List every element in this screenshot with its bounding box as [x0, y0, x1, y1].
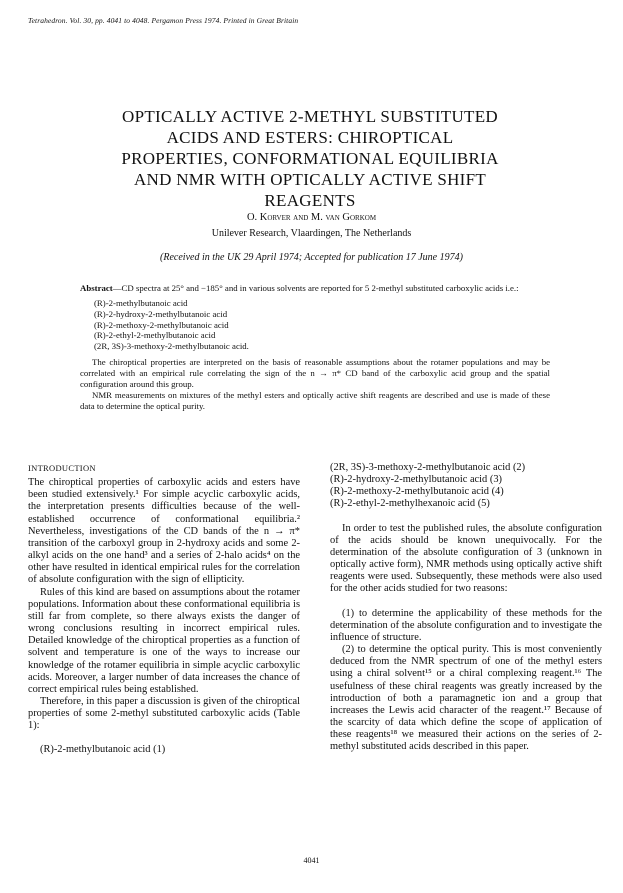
- body-paragraph: Therefore, in this paper a discussion is given of the chiroptical properties of some 2-methyl substituted carboxylic acids (Table 1):: [28, 695, 300, 732]
- compound-entry: (2R, 3S)-3-methoxy-2-methylbutanoic acid (2): [330, 462, 526, 473]
- section-heading-introduction: INTRODUCTION: [28, 463, 96, 473]
- journal-citation-line: Tetrahedron. Vol. 30, pp. 4041 to 4048. Pergamon Press 1974. Printed in Great Britain: [28, 16, 299, 25]
- affiliation: Unilever Research, Vlaardingen, The Netherlands: [211, 228, 412, 239]
- title-line: REAGENTS: [264, 191, 356, 210]
- title-line: PROPERTIES, CONFORMATIONAL EQUILIBRIA: [121, 149, 499, 168]
- abstract-intro: [80, 283, 550, 294]
- body-paragraph: In order to test the published rules, the absolute configuration of the acids should be known unequivocally. For the determination of the absolute configuration of 3 (unknown in optically active form), NMR methods using optically active shift reagents were used. Subsequently, these methods were also used for the other acids studied for two reasons:: [330, 522, 602, 595]
- abstract: [80, 283, 550, 412]
- abstract-paragraph: NMR measurements on mixtures of the methyl esters and optically active shift reagents are described and use is made of these data to determine the optical purity.: [80, 389, 550, 411]
- title-line: AND NMR WITH OPTICALLY ACTIVE SHIFT: [133, 170, 487, 189]
- left-column: [28, 462, 300, 757]
- list-item: (R)-2-ethyl-2-methylbutanoic acid: [94, 330, 216, 341]
- page-number: 4041: [303, 856, 320, 865]
- numbered-item: (1) to determine the applicability of these methods for the determination of the absolute configuration and to investigate the influence of structure.: [330, 607, 602, 643]
- received-dates: (Received in the UK 29 April 1974; Accepted for publication 17 June 1974): [160, 252, 463, 263]
- title-line: OPTICALLY ACTIVE 2-METHYL SUBSTITUTED: [122, 107, 498, 126]
- compound-entry: (R)-2-ethyl-2-methylhexanoic acid (5): [330, 498, 490, 510]
- list-item: (R)-2-hydroxy-2-methylbutanoic acid: [94, 308, 228, 319]
- compound-entry: (R)-2-methoxy-2-methylbutanoic acid (4): [330, 486, 504, 498]
- right-column: [330, 462, 602, 753]
- abstract-acid-list: [94, 298, 550, 352]
- list-item: (R)-2-methylbutanoic acid: [94, 298, 188, 308]
- list-item: (2R, 3S)-3-methoxy-2-methylbutanoic acid.: [94, 341, 249, 352]
- abstract-intro-text: —CD spectra at 25° and −185° and in various solvents are reported for 5 2-methyl substituted carboxylic acids i.e.:: [112, 283, 519, 293]
- compound-entry: (R)-2-hydroxy-2-methylbutanoic acid (3): [330, 474, 502, 486]
- title-line: ACIDS AND ESTERS: CHIROPTICAL: [166, 128, 454, 147]
- authors: O. Korver and M. van Gorkom: [246, 212, 377, 223]
- body-paragraph: The chiroptical properties of carboxylic acids and esters have been studied extensively.¹ For simple acyclic carboxylic acids, the interpretation presents difficulties because of the well-established occurrence of conformational equilibria.² Nevertheless, investigations of the CD bands of the n → π* transition of the carboxyl group in 2-hydroxy acids and some 2-alkyl acids on the one hand³ and a series of 2-halo acids⁴ on the other have resulted in identical empirical rules for the correlation of absolute configuration with the sign of ellipticity.: [28, 477, 300, 586]
- abstract-label: Abstract: [80, 283, 113, 293]
- list-item: (R)-2-methoxy-2-methylbutanoic acid: [94, 319, 229, 330]
- body-paragraph: Rules of this kind are based on assumptions about the rotamer populations. Information about these conformational equilibria is still far from complete, so there always exists the danger of wrong conclusions resulting in incorrect empirical rules. Detailed knowledge of the chiroptical properties as a function of solvent and temperature is one of the ways to increase our knowledge of the rotamer equilibria in simple acyclic carboxylic acids. Moreover, a larger number of data increases the chance of correct empirical rules being established.: [28, 586, 300, 695]
- abstract-paragraph: The chiroptical properties are interpreted on the basis of reasonable assumptions about the rotamer populations and may be correlated with an empirical rule correlating the sign of the n → π* CD band of the carboxylic acid group and the spatial configuration around this group.: [80, 356, 550, 389]
- numbered-item: (2) to determine the optical purity. This is most conveniently deduced from the NMR spectrum of one of the methyl esters using a chiral solvent¹⁵ or a chiral complexing reagent.¹⁶ The usefulness of these chiral reagents was greatly increased by the introduction of both a paramagnetic ion and a group that increases the Lewis acid character of the reagent.¹⁷ Because of the scarcity of data which define the scope of application of these reagents¹⁸ we measured their actions on the series of 2-methyl substituted acids described in this paper.: [330, 644, 602, 753]
- article-title: [60, 106, 560, 211]
- compound-entry: (R)-2-methylbutanoic acid (1): [40, 744, 166, 756]
